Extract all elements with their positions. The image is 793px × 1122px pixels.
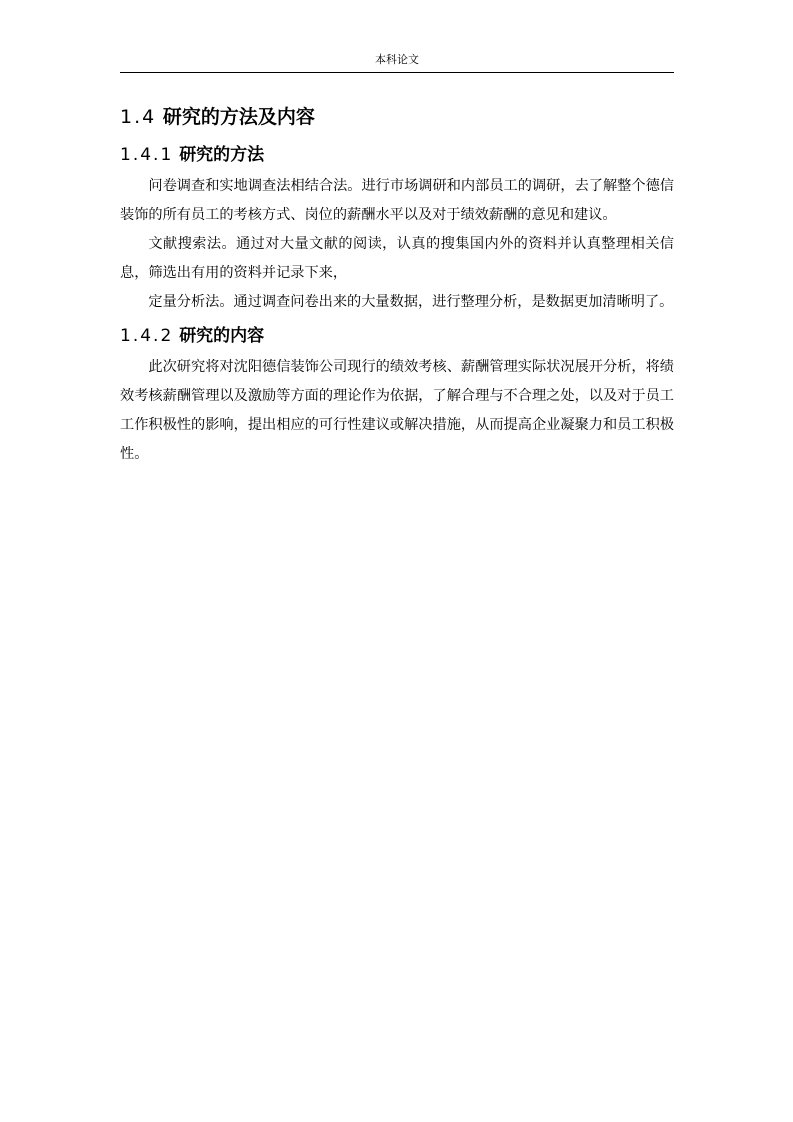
- section-heading: [120, 98, 674, 136]
- paragraph-literature-method: 文献搜索法。通过对大量文献的阅读，认真的搜集国内外的资料并认真整理相关信息，筛选出有用的资料并记录下来，: [120, 236, 674, 281]
- document-body: [120, 98, 674, 469]
- subsection-title: 研究的方法: [179, 145, 265, 165]
- subsection-title: 研究的内容: [179, 326, 265, 346]
- subsection-number: 1.4.2: [120, 326, 174, 346]
- section-title: 研究的方法及内容: [162, 106, 315, 128]
- subsection-number: 1.4.1: [120, 145, 174, 165]
- header-rule: [120, 72, 674, 73]
- running-header: 本科论文: [375, 53, 419, 66]
- paragraph-survey-method: 问卷调查和实地调查法相结合法。进行市场调研和内部员工的调研，去了解整个德信装饰的所有员工的考核方式、岗位的薪酬水平以及对于绩效薪酬的意见和建议。: [120, 178, 674, 223]
- paragraph-quantitative-method: 定量分析法。通过调查问卷出来的大量数据，进行整理分析，是数据更加清晰明了。: [148, 294, 674, 310]
- section-number: 1.4: [120, 106, 157, 128]
- subsection-heading-content: [120, 319, 674, 353]
- paragraph-research-content: 此次研究将对沈阳德信装饰公司现行的绩效考核、薪酬管理实际状况展开分析，将绩效考核薪酬管理以及激励等方面的理论作为依据，了解合理与不合理之处，以及对于员工工作积极性的影响，提出相应的可行性建议或解决措施，从而提高企业凝聚力和员工积极性。: [120, 359, 674, 462]
- subsection-heading-methods: [120, 138, 674, 172]
